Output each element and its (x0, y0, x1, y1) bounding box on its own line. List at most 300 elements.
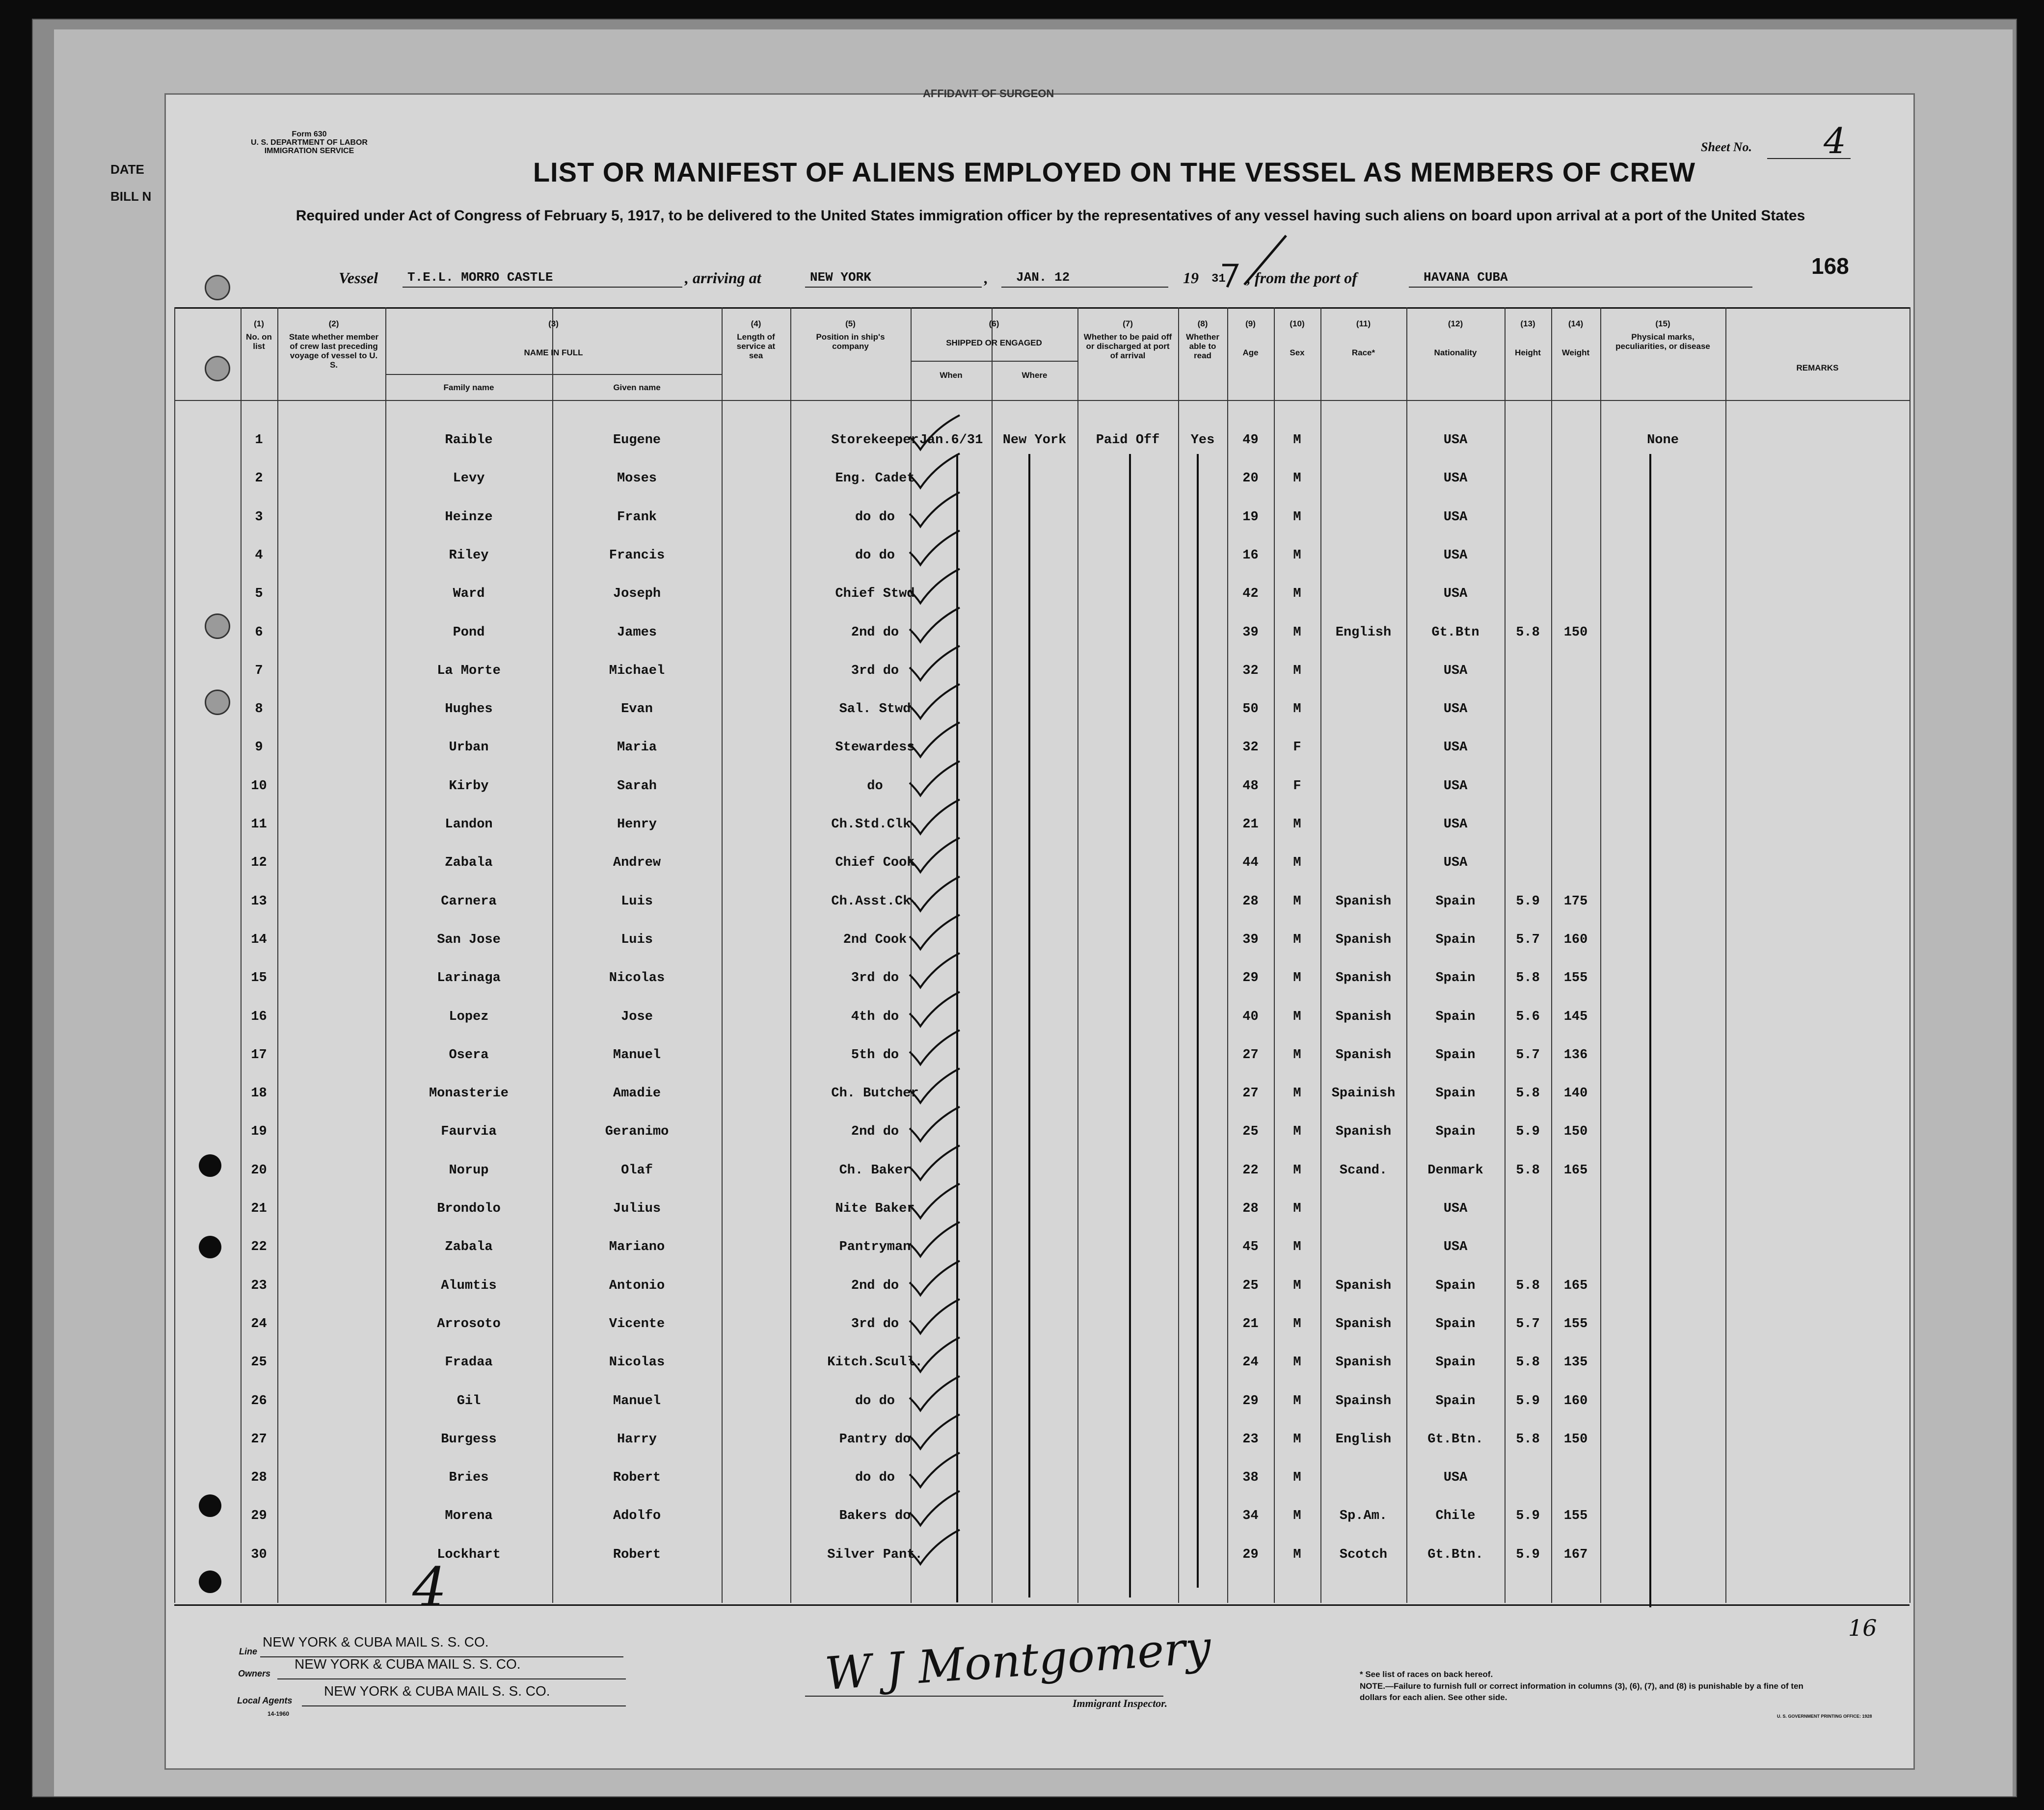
cell-race: Spanish (1335, 894, 1392, 909)
cell-given: Robert (613, 1470, 661, 1486)
inspector-label: Immigrant Inspector. (1073, 1697, 1168, 1709)
cell-sex: F (1293, 740, 1301, 755)
cell-no: 26 (251, 1393, 267, 1409)
cell-weight: 165 (1563, 1278, 1588, 1293)
agents-underline (302, 1705, 626, 1706)
column-header-15 (1600, 319, 1725, 351)
cell-nationality: Spain (1435, 1009, 1476, 1024)
cell-position: Chief Cook (835, 855, 915, 871)
binder-hole (205, 275, 230, 300)
cell-paid: Paid Off (1096, 433, 1160, 448)
cell-height: 5.8 (1516, 1278, 1540, 1293)
column-label: Nationality (1434, 348, 1477, 357)
cell-nationality: Denmark (1427, 1163, 1483, 1178)
cell-given: Amadie (613, 1086, 661, 1101)
cell-no: 11 (251, 817, 267, 832)
cell-family: Raible (445, 433, 493, 448)
cell-no: 2 (255, 471, 263, 486)
cell-height: 5.7 (1516, 1316, 1540, 1331)
column-header-3 (385, 319, 722, 357)
cell-no: 5 (255, 586, 263, 602)
cell-no: 23 (251, 1278, 267, 1293)
cell-sex: M (1293, 1163, 1301, 1178)
cell-race: Spanish (1335, 1009, 1392, 1024)
cell-height: 5.8 (1516, 1086, 1540, 1101)
page-title: LIST OR MANIFEST OF ALIENS EMPLOYED ON THE VESSEL AS MEMBERS OF CREW (533, 157, 1696, 187)
cell-family: Arrosoto (437, 1316, 501, 1331)
shipped-subrule (911, 361, 1077, 362)
sheet-number: 4 (1824, 120, 1846, 161)
cell-family: Lopez (449, 1009, 489, 1024)
cell-given: Eugene (613, 433, 661, 448)
cell-no: 16 (251, 1009, 267, 1024)
vessel-name: T.E.L. MORRO CASTLE (407, 270, 553, 285)
cell-age: 25 (1242, 1278, 1259, 1293)
column-number: (7) (1123, 319, 1133, 328)
cell-weight: 140 (1563, 1086, 1588, 1101)
cell-given: Vicente (609, 1316, 665, 1331)
cell-family: Zabala (445, 1240, 493, 1255)
subheader-where: Where (1022, 371, 1048, 380)
cell-weight: 160 (1563, 1393, 1588, 1409)
comma: , (984, 269, 988, 287)
cell-family: Morena (445, 1509, 493, 1524)
cell-sex: M (1293, 1124, 1301, 1140)
cell-race: Spanish (1335, 1316, 1392, 1331)
cell-sex: F (1293, 778, 1301, 794)
handwritten-count: 4 (412, 1556, 447, 1619)
cell-no: 24 (251, 1316, 267, 1331)
cell-nationality: Gt.Btn (1431, 625, 1479, 640)
cell-sex: M (1293, 471, 1301, 486)
name-subrule (385, 374, 722, 375)
cell-sex: M (1293, 702, 1301, 717)
ditto-line-when (956, 454, 958, 1602)
column-number: (15) (1655, 319, 1670, 328)
cell-sex: M (1293, 1316, 1301, 1331)
agents-code: 14-1960 (268, 1710, 290, 1717)
cell-position: Nite Baker (835, 1201, 915, 1216)
line-value: NEW YORK & CUBA MAIL S. S. CO. (263, 1634, 489, 1650)
sheet-number-label: Sheet No. (1701, 140, 1752, 154)
cell-family: Landon (445, 817, 493, 832)
ditto-line-where (1028, 454, 1030, 1597)
cell-sex: M (1293, 548, 1301, 563)
header-bottom-rule (174, 400, 1910, 401)
cell-height: 5.8 (1516, 971, 1540, 986)
column-label: Whether able to read (1186, 332, 1219, 360)
cell-given: Henry (617, 817, 657, 832)
cell-nationality: USA (1443, 1470, 1468, 1486)
cell-given: Michael (609, 663, 665, 678)
cell-position: 3rd do (851, 1316, 899, 1331)
cell-no: 20 (251, 1163, 267, 1178)
cell-read: Yes (1190, 433, 1215, 448)
cell-position: Stewardess (835, 740, 915, 755)
cell-race: Spanish (1335, 971, 1392, 986)
cell-age: 21 (1242, 817, 1259, 832)
cell-position: do (867, 778, 883, 794)
cell-no: 22 (251, 1240, 267, 1255)
cell-position: Pantryman (839, 1240, 911, 1255)
year-typed: 31 (1211, 272, 1226, 286)
form-id: Form 630 U. S. DEPARTMENT OF LABOR IMMIGRATION SERVICE (251, 130, 368, 155)
cell-position: Kitch.Scull. (827, 1355, 923, 1370)
cell-age: 32 (1242, 663, 1259, 678)
cell-age: 25 (1242, 1124, 1259, 1140)
cell-family: Alumtis (441, 1278, 497, 1293)
cell-sex: M (1293, 1470, 1301, 1486)
cell-sex: M (1293, 1086, 1301, 1101)
cell-no: 8 (255, 702, 263, 717)
cell-age: 27 (1242, 1086, 1259, 1101)
column-number: (9) (1245, 319, 1256, 328)
cell-where: New York (1002, 433, 1067, 448)
column-header-12 (1406, 319, 1505, 357)
cell-weight: 150 (1563, 1124, 1588, 1140)
column-number: (12) (1448, 319, 1463, 328)
column-header-6 (911, 319, 1077, 347)
cell-sex: M (1293, 1509, 1301, 1524)
cell-given: Francis (609, 548, 665, 563)
cell-age: 40 (1242, 1009, 1259, 1024)
cell-sex: M (1293, 932, 1301, 947)
cell-sex: M (1293, 1047, 1301, 1063)
cell-age: 28 (1242, 1201, 1259, 1216)
column-header-1 (241, 319, 277, 351)
left-margin-label-bill: BILL N (110, 189, 152, 204)
from-port: HAVANA CUBA (1424, 270, 1508, 285)
cell-weight: 155 (1563, 971, 1588, 986)
cell-marks: None (1647, 433, 1679, 448)
cell-family: San Jose (437, 932, 501, 947)
cell-position: Storekeeper (831, 433, 919, 448)
cell-age: 38 (1242, 1470, 1259, 1486)
cell-weight: 136 (1563, 1047, 1588, 1063)
cell-no: 25 (251, 1355, 267, 1370)
stamp-number: 168 (1811, 253, 1849, 279)
cell-nationality: Spain (1435, 1086, 1476, 1101)
cell-no: 18 (251, 1086, 267, 1101)
subheader-family: Family name (443, 383, 494, 392)
cell-age: 20 (1242, 471, 1259, 486)
column-label: Physical marks, peculiarities, or disease (1615, 332, 1710, 351)
cell-no: 29 (251, 1509, 267, 1524)
cell-position: 3rd do (851, 663, 899, 678)
cell-no: 19 (251, 1124, 267, 1140)
cell-height: 5.9 (1516, 894, 1540, 909)
cell-height: 5.7 (1516, 932, 1540, 947)
cell-height: 5.9 (1516, 1393, 1540, 1409)
column-label: NAME IN FULL (524, 348, 583, 357)
cell-nationality: USA (1443, 548, 1468, 563)
cell-position: 2nd do (851, 1278, 899, 1293)
column-number: (5) (845, 319, 856, 328)
cell-position: 3rd do (851, 971, 899, 986)
cell-nationality: Chile (1435, 1509, 1476, 1524)
cell-age: 29 (1242, 971, 1259, 986)
year-prefix: 19 (1183, 269, 1199, 287)
cell-no: 21 (251, 1201, 267, 1216)
cell-position: do do (855, 1470, 895, 1486)
cell-sex: M (1293, 663, 1301, 678)
cell-family: Fradaa (445, 1355, 493, 1370)
cell-sex: M (1293, 971, 1301, 986)
cell-age: 39 (1242, 932, 1259, 947)
cell-nationality: Gt.Btn. (1427, 1547, 1483, 1562)
cell-race: Scand. (1339, 1163, 1388, 1178)
cell-nationality: Spain (1435, 1278, 1476, 1293)
column-label: SHIPPED OR ENGAGED (946, 338, 1042, 347)
cell-age: 39 (1242, 625, 1259, 640)
column-label: Sex (1290, 348, 1305, 357)
cell-age: 34 (1242, 1509, 1259, 1524)
cell-sex: M (1293, 1547, 1301, 1562)
cell-height: 5.6 (1516, 1009, 1540, 1024)
column-number: (2) (328, 319, 339, 328)
cell-no: 12 (251, 855, 267, 871)
cell-no: 1 (255, 433, 263, 448)
cell-family: Monasterie (429, 1086, 509, 1101)
cell-position: do do (855, 1393, 895, 1409)
column-number: (6) (989, 319, 999, 328)
cell-nationality: USA (1443, 778, 1468, 794)
cell-given: Luis (621, 932, 653, 947)
cell-given: Nicolas (609, 1355, 665, 1370)
cell-no: 17 (251, 1047, 267, 1063)
cell-position: 2nd do (851, 1124, 899, 1140)
cell-race: Spanish (1335, 1047, 1392, 1063)
cell-sex: M (1293, 625, 1301, 640)
races-note: * See list of races on back hereof. (1360, 1670, 1493, 1679)
vessel-label: Vessel (339, 269, 378, 287)
cell-family: Kirby (449, 778, 489, 794)
cell-family: Brondolo (437, 1201, 501, 1216)
cell-position: Pantry do (839, 1432, 911, 1447)
cell-no: 28 (251, 1470, 267, 1486)
cell-position: do do (855, 548, 895, 563)
cell-race: Spainish (1331, 1086, 1396, 1101)
arriving-label: , arriving at (685, 269, 761, 287)
cell-sex: M (1293, 1201, 1301, 1216)
from-underline (1409, 287, 1752, 288)
year-handwritten-mark (1217, 231, 1296, 299)
cell-given: Robert (613, 1547, 661, 1562)
line-label: Line (239, 1647, 258, 1656)
cell-height: 5.8 (1516, 1432, 1540, 1447)
cell-nationality: USA (1443, 1240, 1468, 1255)
column-number: (3) (548, 319, 559, 328)
cell-no: 27 (251, 1432, 267, 1447)
cell-weight: 175 (1563, 894, 1588, 909)
cell-position: Bakers do (839, 1509, 911, 1524)
cell-family: Hughes (445, 702, 493, 717)
cell-nationality: USA (1443, 817, 1468, 832)
cell-given: Antonio (609, 1278, 665, 1293)
cell-age: 49 (1242, 433, 1259, 448)
cell-race: Scotch (1339, 1547, 1388, 1562)
cell-age: 24 (1242, 1355, 1259, 1370)
cell-age: 44 (1242, 855, 1259, 871)
column-header-10 (1274, 319, 1320, 357)
cell-position: Ch.Std.Clk. (831, 817, 919, 832)
cell-family: Bries (449, 1470, 489, 1486)
column-label: State whether member of crew last preceding voyage of vessel to U. S. (289, 332, 379, 370)
ditto-line-read (1197, 454, 1199, 1588)
cell-position: Chief Stwd (835, 586, 915, 602)
cell-family: Urban (449, 740, 489, 755)
cell-given: Manuel (613, 1393, 661, 1409)
cell-race: English (1335, 625, 1392, 640)
cell-sex: M (1293, 586, 1301, 602)
column-label: Position in ship's company (816, 332, 885, 351)
column-header-9 (1227, 319, 1274, 357)
cell-sex: M (1293, 1278, 1301, 1293)
cell-given: Maria (617, 740, 657, 755)
owners-value: NEW YORK & CUBA MAIL S. S. CO. (295, 1656, 521, 1672)
penalty-note: NOTE.—Failure to furnish full or correct information in columns (3), (6), (7), and (8) is punishable by a fine of ten dollars for each alien. See other side. (1360, 1681, 1803, 1702)
cell-age: 45 (1242, 1240, 1259, 1255)
cell-family: Norup (449, 1163, 489, 1178)
cell-given: Mariano (609, 1240, 665, 1255)
cell-given: Olaf (621, 1163, 653, 1178)
cell-given: Frank (617, 509, 657, 525)
cell-no: 4 (255, 548, 263, 563)
cell-race: English (1335, 1432, 1392, 1447)
cell-nationality: USA (1443, 433, 1468, 448)
cell-height: 5.8 (1516, 1355, 1540, 1370)
cell-race: Spanish (1335, 1355, 1392, 1370)
inspector-underline (805, 1696, 1163, 1697)
column-label: Age (1242, 348, 1259, 357)
column-number: (4) (751, 319, 761, 328)
ditto-line-paid (1129, 454, 1131, 1597)
cell-weight: 155 (1563, 1509, 1588, 1524)
cell-position: Eng. Cadet (835, 471, 915, 486)
column-label: Weight (1561, 348, 1590, 357)
cell-family: Pond (453, 625, 485, 640)
cell-position: Ch. Butcher (831, 1086, 919, 1101)
cell-nationality: Gt.Btn. (1427, 1432, 1483, 1447)
cell-sex: M (1293, 894, 1301, 909)
cell-sex: M (1293, 817, 1301, 832)
column-label: Whether to be paid off or discharged at port of arrival (1083, 332, 1172, 360)
cell-no: 30 (251, 1547, 267, 1562)
cell-nationality: Spain (1435, 1316, 1476, 1331)
cell-given: Julius (613, 1201, 661, 1216)
column-header-7 (1082, 319, 1173, 360)
column-number: (8) (1197, 319, 1208, 328)
column-header-5 (790, 319, 911, 351)
cell-sex: M (1293, 1393, 1301, 1409)
cell-given: Manuel (613, 1047, 661, 1063)
cell-family: Levy (453, 471, 485, 486)
cell-given: Sarah (617, 778, 657, 794)
inspector-signature: W J Montgomery (823, 1621, 1213, 1701)
agents-label: Local Agents (237, 1696, 293, 1705)
agents-value: NEW YORK & CUBA MAIL S. S. CO. (324, 1683, 550, 1699)
cell-sex: M (1293, 855, 1301, 871)
cell-weight: 160 (1563, 932, 1588, 947)
cell-nationality: USA (1443, 586, 1468, 602)
cell-family: Lockhart (437, 1547, 501, 1562)
arriving-underline (805, 287, 982, 288)
cell-position: do do (855, 509, 895, 525)
cell-given: James (617, 625, 657, 640)
cell-nationality: USA (1443, 509, 1468, 525)
column-header-11 (1320, 319, 1406, 357)
cell-position: Sal. Stwd (839, 702, 911, 717)
cell-given: Geranimo (605, 1124, 669, 1140)
cell-family: Larinaga (437, 971, 501, 986)
cell-nationality: Spain (1435, 1124, 1476, 1140)
cell-given: Harry (617, 1432, 657, 1447)
cell-when: Jan.6/31 (919, 433, 983, 448)
cell-weight: 150 (1563, 625, 1588, 640)
cell-position: 4th do (851, 1009, 899, 1024)
from-label: , from the port of (1247, 269, 1357, 287)
cell-age: 32 (1242, 740, 1259, 755)
column-label: Length of service at sea (736, 332, 776, 360)
cell-no: 3 (255, 509, 263, 525)
cell-given: Evan (621, 702, 653, 717)
cell-position: 2nd do (851, 625, 899, 640)
cell-family: Zabala (445, 855, 493, 871)
date-underline (1001, 287, 1168, 288)
printer-note: U. S. GOVERNMENT PRINTING OFFICE: 1928 (1777, 1714, 1872, 1719)
cell-weight: 135 (1563, 1355, 1588, 1370)
cell-nationality: Spain (1435, 1047, 1476, 1063)
cell-nationality: USA (1443, 1201, 1468, 1216)
cell-height: 5.7 (1516, 1047, 1540, 1063)
cell-position: 2nd Cook (843, 932, 907, 947)
cell-no: 6 (255, 625, 263, 640)
cell-position: Ch.Asst.Ck. (831, 894, 919, 909)
column-label: Race* (1351, 348, 1375, 357)
arriving-port: NEW YORK (810, 270, 871, 285)
cell-age: 19 (1242, 509, 1259, 525)
cell-race: Sp.Am. (1339, 1509, 1388, 1524)
cell-age: 22 (1242, 1163, 1259, 1178)
cell-family: Ward (453, 586, 485, 602)
cell-race: Spanish (1335, 932, 1392, 947)
cell-age: 29 (1242, 1547, 1259, 1562)
cell-family: Osera (449, 1047, 489, 1063)
cell-height: 5.9 (1516, 1124, 1540, 1140)
vessel-underline (403, 287, 682, 288)
cell-weight: 155 (1563, 1316, 1588, 1331)
cell-no: 9 (255, 740, 263, 755)
cell-family: Faurvia (441, 1124, 497, 1140)
page-subtitle: Required under Act of Congress of February 5, 1917, to be delivered to the United States immigration officer by the representatives of any vessel having such aliens on board upon arrival at a port of the United States (296, 208, 1805, 224)
cell-family: La Morte (437, 663, 501, 678)
cell-given: Luis (621, 894, 653, 909)
column-number: (11) (1356, 319, 1371, 328)
cell-age: 28 (1242, 894, 1259, 909)
cell-given: Nicolas (609, 971, 665, 986)
cell-race: Spanish (1335, 1124, 1392, 1140)
cell-race: Spanish (1335, 1278, 1392, 1293)
left-margin-label-date: DATE (110, 162, 144, 177)
cell-sex: M (1293, 1355, 1301, 1370)
cell-nationality: USA (1443, 855, 1468, 871)
cell-weight: 167 (1563, 1547, 1588, 1562)
column-label: No. on list (246, 332, 272, 351)
cell-age: 50 (1242, 702, 1259, 717)
owners-label: Owners (238, 1669, 271, 1678)
cell-sex: M (1293, 1432, 1301, 1447)
cell-nationality: USA (1443, 740, 1468, 755)
